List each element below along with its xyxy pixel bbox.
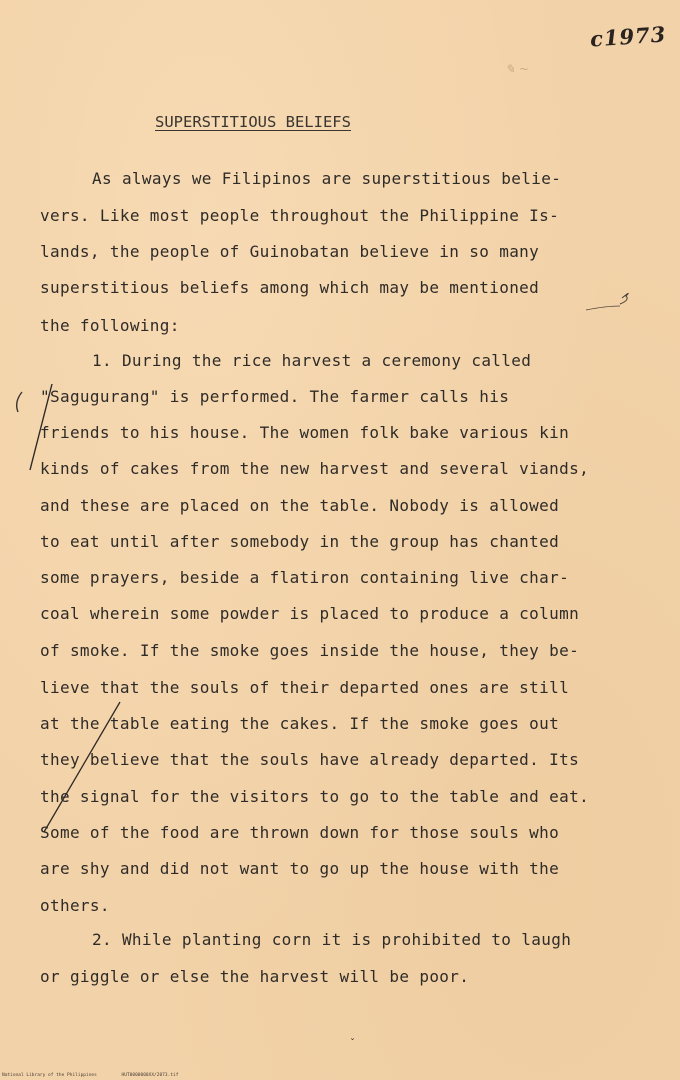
body-line: lieve that the souls of their departed ones are still <box>40 678 570 697</box>
body-line: "Sagugurang" is performed. The farmer calls his <box>40 387 510 406</box>
body-line: the signal for the visitors to go to the table and eat. <box>40 787 590 806</box>
body-line: of smoke. If the smoke goes inside the house, they be- <box>40 641 580 660</box>
body-line: superstitious beliefs among which may be mentioned <box>40 278 540 297</box>
body-line: some prayers, beside a flatiron containing live char- <box>40 568 570 587</box>
footer-library: National Library of the Philippines <box>2 1073 97 1078</box>
body-line: friends to his house. The women folk bake various kin <box>40 423 570 442</box>
body-line: kinds of cakes from the new harvest and several viands, <box>40 459 590 478</box>
body-line: they believe that the souls have already departed. Its <box>40 750 580 769</box>
margin-bracket-mark <box>17 392 22 412</box>
bottom-mark: ˇ <box>350 1038 355 1049</box>
document-title: SUPERSTITIOUS BELIEFS <box>155 113 351 131</box>
body-line: Some of the food are thrown down for those souls who <box>40 823 560 842</box>
body-line: As always we Filipinos are superstitious belie- <box>92 169 562 188</box>
body-line: or giggle or else the harvest will be poor. <box>40 967 470 986</box>
body-line: are shy and did not want to go up the house with the <box>40 859 560 878</box>
faint-bleedthrough-mark: ✎ ~ <box>505 62 529 76</box>
pencil-long-slash-mark <box>44 702 120 832</box>
reference-number: c1973 <box>589 21 668 52</box>
body-line: to eat until after somebody in the group has chanted <box>40 532 560 551</box>
body-line: at the table eating the cakes. If the smoke goes out <box>40 714 560 733</box>
footer-file-id: HUT0000000XX/2073.tif <box>121 1073 179 1078</box>
pencil-flourish-mark <box>586 306 620 310</box>
scan-footer <box>2 1073 200 1078</box>
pencil-squiggle-mark <box>620 293 628 304</box>
body-line: lands, the people of Guinobatan believe in so many <box>40 242 540 261</box>
body-line: vers. Like most people throughout the Philippine Is- <box>40 206 560 225</box>
body-line: the following: <box>40 316 180 335</box>
body-line: 1. During the rice harvest a ceremony called <box>92 351 532 370</box>
body-line: 2. While planting corn it is prohibited to laugh <box>92 930 572 949</box>
pencil-slash-mark <box>30 384 52 470</box>
body-line: coal wherein some powder is placed to produce a column <box>40 604 580 623</box>
body-line: others. <box>40 896 110 915</box>
body-line: and these are placed on the table. Nobody is allowed <box>40 496 560 515</box>
